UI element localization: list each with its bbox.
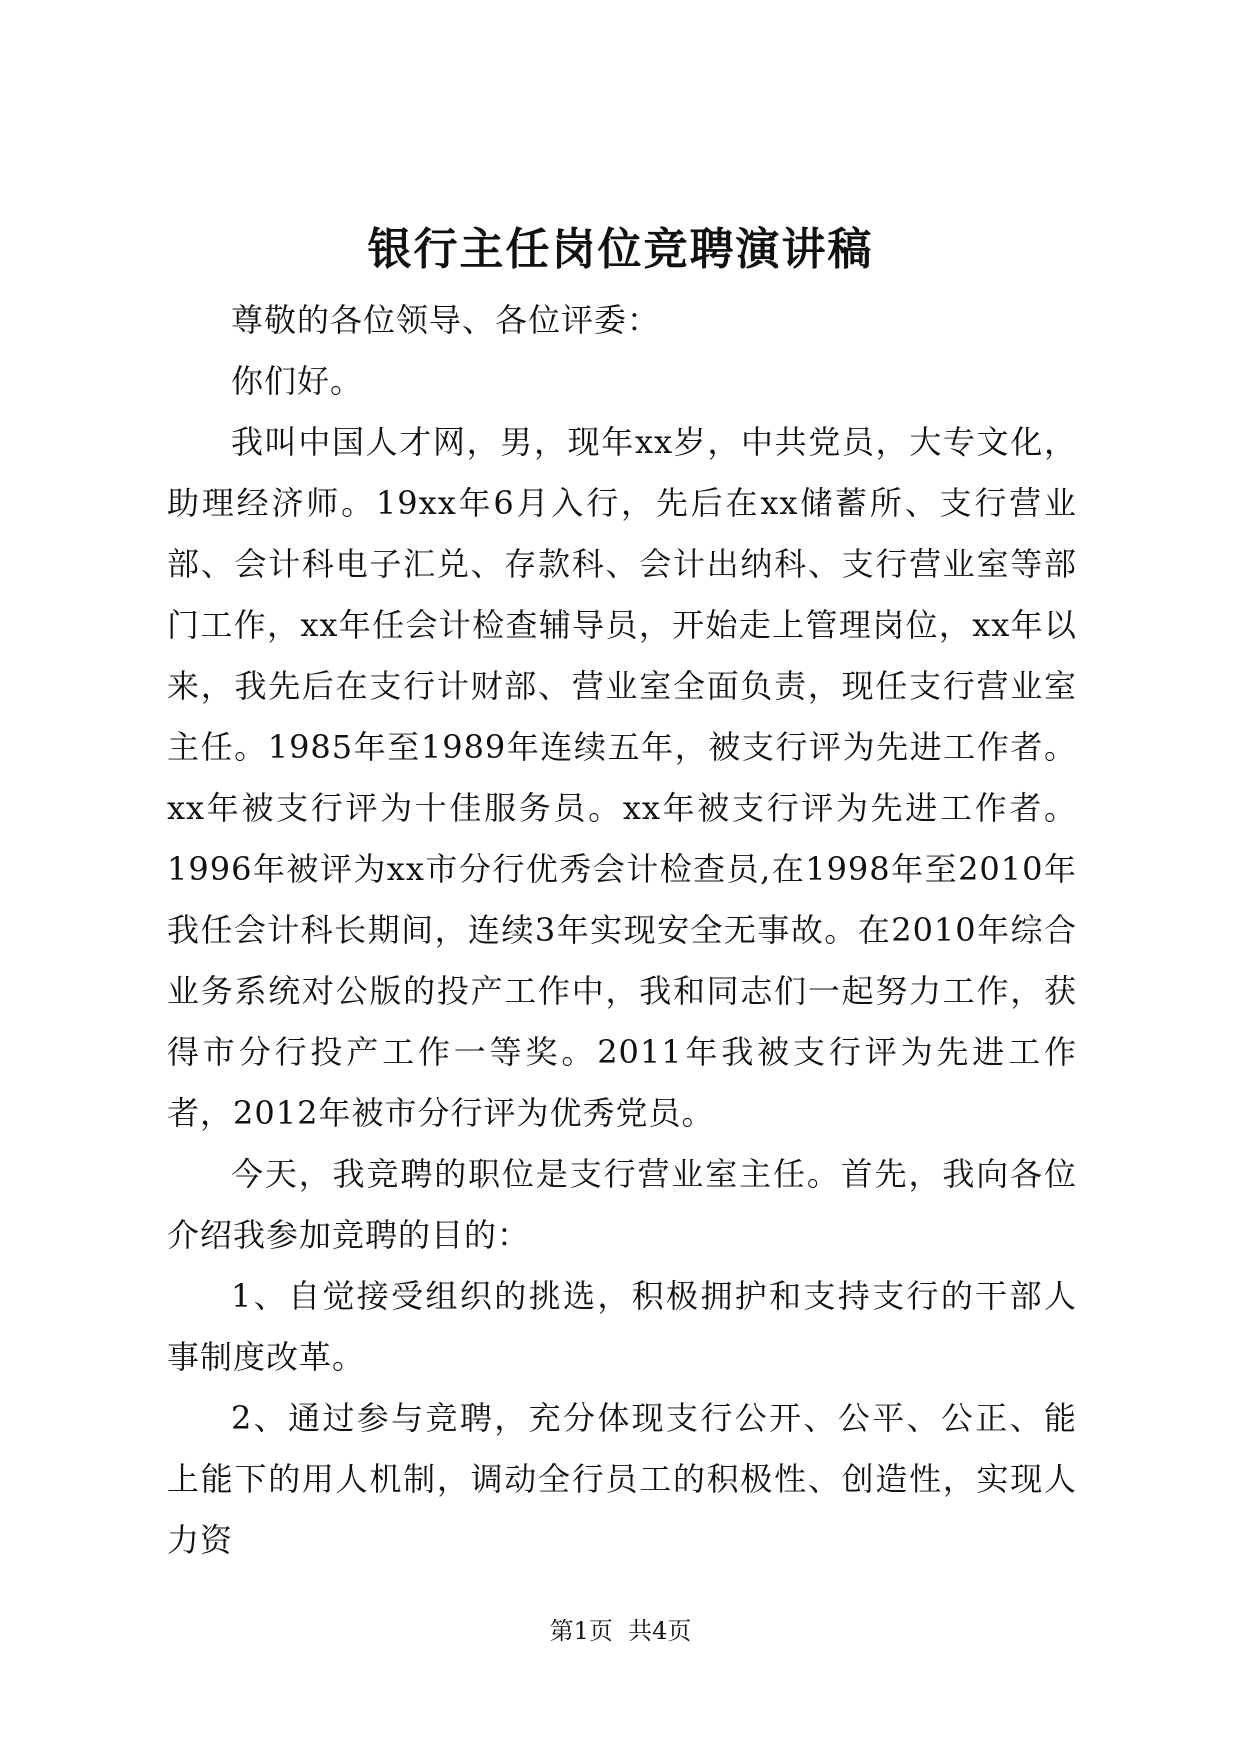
purpose-item-1-paragraph: 1、自觉接受组织的挑选，积极拥护和支持支行的干部人事制度改革。 bbox=[167, 1277, 1077, 1376]
document-title: 银行主任岗位竞聘演讲稿 bbox=[367, 224, 874, 275]
salutation-paragraph: 尊敬的各位领导、各位评委： bbox=[231, 301, 661, 339]
page-number-label: 第1页 共4页 bbox=[549, 1617, 692, 1645]
document-body bbox=[167, 290, 1077, 1571]
greeting-paragraph: 你们好。 bbox=[231, 362, 364, 400]
page-number-footer bbox=[0, 1615, 1241, 1647]
self-introduction-paragraph: 我叫中国人才网，男，现年xx岁，中共党员，大专文化，助理经济师。19xx年6月入行，先后在xx储蓄所、支行营业部、会计科电子汇兑、存款科、会计出纳科、支行营业室等部门工作，xx年任会计检查辅导员，开始走上管理岗位，xx年以来，我先后在支行计财部、营业室全面负责，现任支行营业室主任。1985年至1989年连续五年，被支行评为先进工作者。xx年被支行评为十佳服务员。xx年被支行评为先进工作者。1996年被评为xx市分行优秀会计检查员,在1998年至2010年我任会计科长期间，连续3年实现安全无事故。在2010年综合业务系统对公版的投产工作中，我和同志们一起努力工作，获得市分行投产工作一等奖。2011年我被支行评为先进工作者，2012年被市分行评为优秀党员。 bbox=[167, 423, 1077, 1132]
purpose-item-2-paragraph: 2、通过参与竞聘，充分体现支行公开、公平、公正、能上能下的用人机制，调动全行员工的积极性、创造性，实现人力资 bbox=[167, 1399, 1077, 1559]
purpose-intro-paragraph: 今天，我竞聘的职位是支行营业室主任。首先，我向各位介绍我参加竞聘的目的： bbox=[167, 1155, 1077, 1254]
